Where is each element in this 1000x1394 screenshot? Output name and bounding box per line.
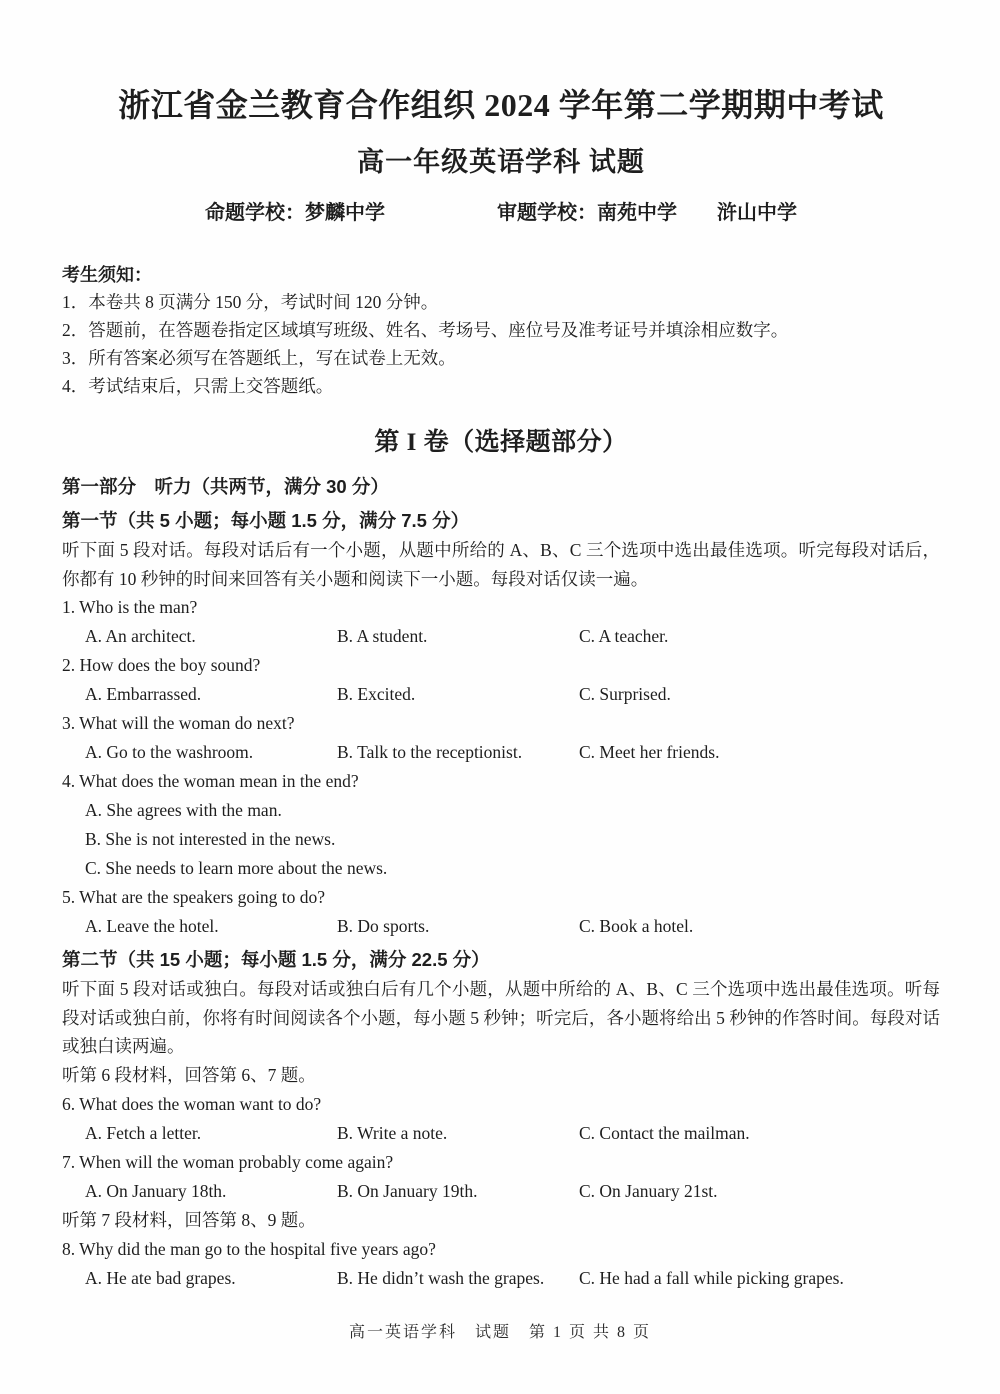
page-title: 浙江省金兰教育合作组织 2024 学年第二学期期中考试 bbox=[118, 87, 884, 123]
notice-item-3: 3．所有答案必须写在答题纸上，写在试卷上无效。 bbox=[62, 348, 456, 368]
question-5-option-c: C. Book a hotel. bbox=[579, 916, 694, 936]
question-4-option-a: A. She agrees with the man. bbox=[85, 800, 282, 820]
question-2 bbox=[62, 651, 940, 709]
page-subtitle: 高一年级英语学科 试题 bbox=[357, 147, 645, 177]
schools-line bbox=[62, 200, 940, 226]
notice-item-2: 2．答题前，在答题卷指定区域填写班级、姓名、考场号、座位号及准考证号并填涂相应数字。 bbox=[62, 320, 789, 340]
section2-questions bbox=[62, 1061, 940, 1293]
question-1-option-a: A. An architect. bbox=[85, 626, 196, 646]
question-4-option-c: C. She needs to learn more about the news. bbox=[85, 858, 388, 878]
question-6-option-c: C. Contact the mailman. bbox=[579, 1122, 750, 1143]
question-3 bbox=[62, 709, 940, 767]
question-8-option-a: A. He ate bad grapes. bbox=[85, 1267, 236, 1288]
notice-item-1: 1．本卷共 8 页满分 150 分，考试时间 120 分钟。 bbox=[62, 292, 439, 312]
candidate-notice bbox=[62, 262, 940, 400]
section1-instructions: 听下面 5 段对话。每段对话后有一个小题，从题中所给的 A、B、C 三个选项中选出最佳选项。听完每段对话后，你都有 10 秒钟的时间来回答有关小题和阅读下一小题。每段对话仅读一遍。 bbox=[62, 540, 940, 589]
question-8-option-b: B. He didn’t wash the grapes. bbox=[337, 1267, 545, 1288]
question-6-options bbox=[62, 1119, 940, 1148]
question-2-options bbox=[62, 680, 940, 709]
question-6-option-b: B. Write a note. bbox=[337, 1122, 448, 1143]
question-5-option-a: A. Leave the hotel. bbox=[85, 916, 219, 936]
material-6-note: 听第 6 段材料，回答第 6、7 题。 bbox=[62, 1064, 316, 1085]
question-1-option-b: B. A student. bbox=[337, 626, 428, 646]
question-3-option-c: C. Meet her friends. bbox=[579, 742, 720, 762]
question-2-stem: 2. How does the boy sound? bbox=[62, 655, 261, 675]
question-4-option-b: B. She is not interested in the news. bbox=[85, 829, 336, 849]
material-7-note: 听第 7 段材料，回答第 8、9 题。 bbox=[62, 1209, 316, 1230]
question-7-option-a: A. On January 18th. bbox=[85, 1180, 227, 1201]
question-2-option-a: A. Embarrassed. bbox=[85, 684, 202, 704]
question-5 bbox=[62, 883, 940, 941]
question-1-option-c: C. A teacher. bbox=[579, 626, 669, 646]
section1-questions bbox=[62, 593, 940, 941]
question-7-option-b: B. On January 19th. bbox=[337, 1180, 478, 1201]
question-5-option-b: B. Do sports. bbox=[337, 916, 430, 936]
page-footer: 高一英语学科 试题 第 1 页 共 8 页 bbox=[348, 1324, 651, 1341]
question-3-option-a: A. Go to the washroom. bbox=[85, 742, 254, 762]
question-3-option-b: B. Talk to the receptionist. bbox=[337, 742, 523, 762]
question-1-options bbox=[62, 622, 940, 651]
section2-instructions: 听下面 5 段对话或独白。每段对话或独白后有几个小题，从题中所给的 A、B、C 三个选项中选出最佳选项。听每段对话或独白前，你将有时间阅读各个小题，每小题 5 秒钟；听完后，各小题将给出 5 秒钟的作答时间。每段对话或独白读两遍。 bbox=[62, 979, 940, 1056]
part1-heading: 第一部分 听力（共两节，满分 30 分） bbox=[62, 476, 389, 497]
question-7-option-c: C. On January 21st. bbox=[579, 1180, 718, 1201]
reviewer-schools: 审题学校：南苑中学 浒山中学 bbox=[497, 202, 797, 224]
question-6-stem: 6. What does the woman want to do? bbox=[62, 1093, 322, 1114]
question-8-options bbox=[62, 1264, 940, 1293]
notice-heading: 考生须知： bbox=[62, 265, 152, 285]
question-2-option-c: C. Surprised. bbox=[579, 684, 671, 704]
question-7 bbox=[62, 1148, 940, 1206]
question-7-stem: 7. When will the woman probably come again? bbox=[62, 1151, 394, 1172]
question-5-options bbox=[62, 912, 940, 941]
question-1 bbox=[62, 593, 940, 651]
volume-title: 第 I 卷（选择题部分） bbox=[374, 429, 628, 456]
question-6-option-a: A. Fetch a letter. bbox=[85, 1122, 202, 1143]
question-5-stem: 5. What are the speakers going to do? bbox=[62, 887, 326, 907]
question-3-options bbox=[62, 738, 940, 767]
question-4-stem: 4. What does the woman mean in the end? bbox=[62, 771, 359, 791]
question-6 bbox=[62, 1090, 940, 1148]
section1-heading: 第一节（共 5 小题；每小题 1.5 分，满分 7.5 分） bbox=[62, 510, 470, 531]
question-8 bbox=[62, 1235, 940, 1293]
question-8-stem: 8. Why did the man go to the hospital five years ago? bbox=[62, 1238, 436, 1259]
question-1-stem: 1. Who is the man? bbox=[62, 597, 198, 617]
question-7-options bbox=[62, 1177, 940, 1206]
question-2-option-b: B. Excited. bbox=[337, 684, 416, 704]
notice-item-4: 4．考试结束后，只需上交答题纸。 bbox=[62, 376, 334, 396]
setter-school: 命题学校：梦麟中学 bbox=[205, 202, 385, 224]
question-3-stem: 3. What will the woman do next? bbox=[62, 713, 295, 733]
section2-heading: 第二节（共 15 小题；每小题 1.5 分，满分 22.5 分） bbox=[62, 949, 490, 970]
question-4 bbox=[62, 767, 940, 883]
question-8-option-c: C. He had a fall while picking grapes. bbox=[579, 1267, 844, 1288]
